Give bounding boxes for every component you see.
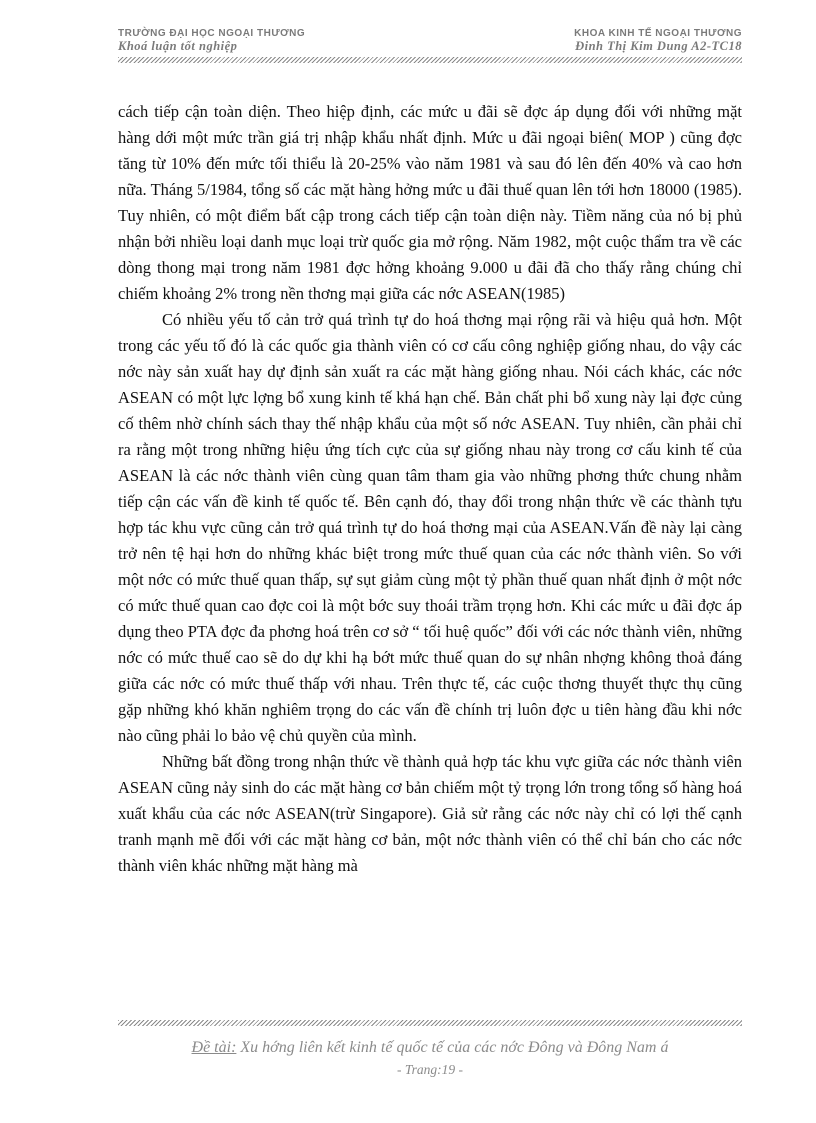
- footer-topic: [118, 1037, 742, 1059]
- document-type: Khoá luận tốt nghiệp: [118, 39, 238, 53]
- topic-text: Xu hớng liên kết kinh tế quốc tế của các nớc Đông và Đông Nam á: [236, 1039, 669, 1056]
- page-number: 19: [441, 1062, 456, 1077]
- faculty-name: KHOA KINH TẾ NGOẠI THƯƠNG: [574, 28, 742, 39]
- header-divider: [118, 57, 742, 63]
- topic-label: Đề tài:: [191, 1039, 237, 1056]
- page-header: [118, 28, 742, 54]
- header-right: [574, 28, 742, 52]
- page-footer: [118, 1037, 742, 1081]
- page-suffix: -: [455, 1062, 463, 1077]
- paragraph-3: Những bất đồng trong nhận thức về thành quả hợp tác khu vực giữa các nớc thành viên ASEAN cũng nảy sinh do các mặt hàng cơ bản chiếm một tỷ trọng lớn trong tổng số hàng hoá xuất khẩu của các nớc ASEAN(trừ Singapore). Giả sử rằng các nớc này chỉ có lợi thế cạnh tranh mạnh mẽ đối với các mặt hàng cơ bản, một nớc thành viên có thể chỉ bán cho các nớc thành viên khác những mặt hàng mà: [118, 752, 742, 875]
- page-number-line: [118, 1059, 742, 1081]
- university-name: TRƯỜNG ĐẠI HỌC NGOẠI THƯƠNG: [118, 28, 306, 39]
- body-text: [118, 99, 742, 879]
- paragraph-1: cách tiếp cận toàn diện. Theo hiệp định, các mức u đãi sẽ đợc áp dụng đối với những mặt hàng dới một mức trần giá trị nhập khẩu nhất định. Mức u đãi ngoại biên( MOP ) cũng đợc tăng từ 10% đến mức tối thiểu là 20-25% vào năm 1981 và sau đó lên đến 40% và cao hơn nữa. Tháng 5/1984, tổng số các mặt hàng hởng mức u đãi thuế quan lên tới hơn 18000 (1985). Tuy nhiên, có một điểm bất cập trong cách tiếp cận toàn diện này. Tiềm năng của nó bị phủ nhận bởi nhiều loại danh mục loại trừ quốc gia mở rộng. Năm 1982, một cuộc thẩm tra về các dòng thong mại trong năm 1981 đợc hởng khoảng 9.000 u đãi đã cho thấy rằng chúng chỉ chiếm khoảng 2% trong nền thơng mại giữa các nớc ASEAN(1985): [118, 102, 742, 303]
- page-label: - Trang:: [396, 1062, 442, 1077]
- author-name: Đinh Thị Kim Dung A2-TC18: [575, 39, 742, 53]
- paragraph-2: Có nhiều yếu tố cản trở quá trình tự do hoá thơng mại rộng rãi và hiệu quả hơn. Một trong các yếu tố đó là các quốc gia thành viên có cơ cấu công nghiệp giống nhau, do vậy các nớc này sản xuất hay dự định sản xuất ra các mặt hàng giống nhau. Nói cách khác, các nớc ASEAN có một lực lợng bổ xung kinh tế khá hạn chế. Bản chất phi bổ xung này lại đợc củng cố thêm nhờ chính sách thay thế nhập khẩu của một số nớc ASEAN. Tuy nhiên, cần phải chỉ ra rằng một trong những hiệu ứng tích cực của sự giống nhau này trong cơ cấu kinh tế của ASEAN là các nớc thành viên cùng quan tâm tham gia vào những phơng thức chung nhằm tiếp cận các vấn đề kinh tế quốc tế. Bên cạnh đó, thay đổi trong nhận thức về các thành tựu hợp tác khu vực cũng cản trở quá trình tự do hoá thơng mại của ASEAN.Vấn đề này lại càng trở nên tệ hại hơn do những khác biệt trong mức thuế quan của các nớc thành viên. So với một nớc có mức thuế quan thấp, sự sụt giảm cùng một tỷ phần thuế quan nhất định ở một nớc có mức thuế quan cao đợc coi là một bớc suy thoái trầm trọng hơn. Khi các mức u đãi đợc áp dụng theo PTA đợc đa phơng hoá trên cơ sở “ tối huệ quốc” đối với các nớc thành viên, những nớc có mức thuế cao sẽ do dự khi hạ bớt mức thuế quan do sự nhân nhợng không thoả đáng giữa các nớc có mức thuế thấp với nhau. Trên thực tế, các cuộc thơng thuyết thực thụ cũng gặp những khó khăn nghiêm trọng do các vấn đề chính trị luôn đợc u tiên hàng đầu khi nớc nào cũng phải lo bảo vệ chủ quyền của mình.: [118, 310, 742, 745]
- header-left: [118, 28, 305, 52]
- footer-divider: [118, 1020, 742, 1026]
